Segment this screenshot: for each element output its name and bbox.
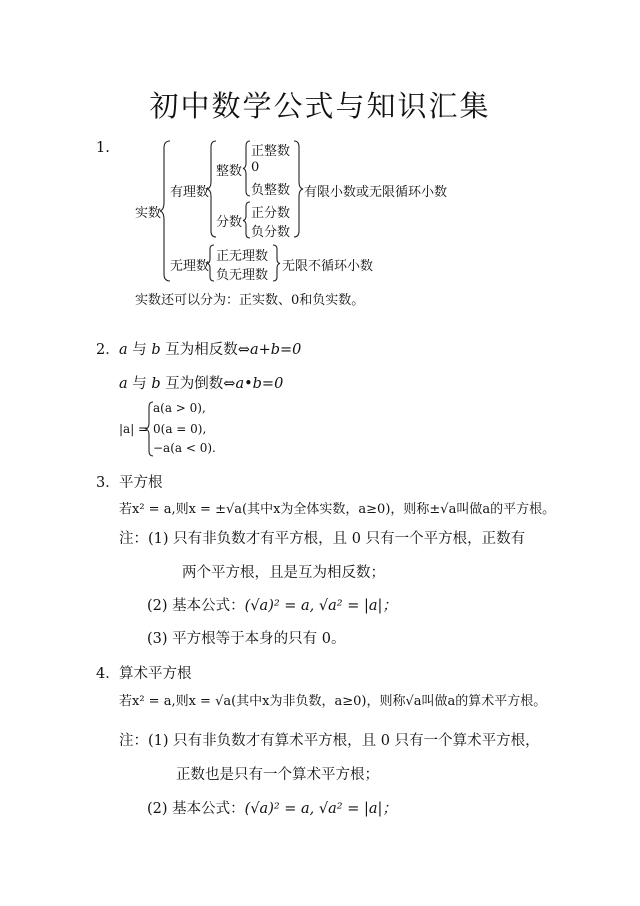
var-a: a	[119, 376, 128, 392]
section-3-number: 3．	[96, 475, 120, 491]
var-a: a	[119, 342, 128, 358]
reciprocal-expr: a•b=0	[235, 376, 284, 392]
label-rational: 有理数	[170, 185, 210, 200]
arith-sqrt-note-1: 注：(1) 只有非负数才有算术平方根，且 0 只有一个算术平方根，	[119, 733, 540, 749]
abs-case-positive: a(a > 0),	[153, 401, 206, 415]
integer-brace-icon	[243, 140, 251, 197]
real-also-note: 实数还可以分为：正实数、0和负实数。	[135, 293, 365, 308]
arith-sqrt-note-1-cont: 正数也是只有一个算术平方根；	[176, 767, 379, 783]
page-title: 初中数学公式与知识汇集	[149, 89, 491, 123]
abs-case-negative: −a(a < 0).	[153, 441, 216, 455]
sqrt-note-2: (2) 基本公式：(√a)² = a, √a² = |a|；	[147, 598, 397, 614]
label-fraction: 分数	[216, 215, 243, 230]
label-pos-irr: 正无理数	[216, 249, 269, 264]
label-irrational: 无理数	[170, 259, 210, 274]
section-2-number: 2．	[96, 342, 120, 358]
var-b: b	[151, 342, 161, 358]
var-b: b	[151, 376, 161, 392]
irrational-close-brace-icon	[272, 244, 281, 282]
sqrt-note-1-cont: 两个平方根，且是互为相反数；	[182, 565, 385, 581]
opposite-line: a 与 b 互为相反数⇔a+b=0	[119, 342, 302, 358]
sqrt-note-3: (3) 平方根等于本身的只有 0。	[147, 631, 346, 647]
abs-lhs: |a| =	[119, 422, 149, 436]
label-pos-int: 正整数	[251, 144, 291, 159]
fraction-brace-icon	[243, 201, 251, 239]
reciprocal-line: a 与 b 互为倒数⇔a•b=0	[119, 376, 284, 392]
label-finite-note: 有限小数或无限循环小数	[304, 185, 448, 200]
label-zero: 0	[251, 160, 260, 175]
label-integer: 整数	[216, 164, 243, 179]
sqrt-note-1: 注：(1) 只有非负数才有平方根，且 0 只有一个平方根，正数有	[119, 531, 526, 547]
section-4-heading: 算术平方根	[119, 666, 192, 682]
label-real: 实数	[135, 206, 162, 221]
label-inf-note: 无限不循环小数	[282, 259, 374, 274]
section-3-heading: 平方根	[119, 475, 163, 491]
arith-sqrt-note-2: (2) 基本公式：(√a)² = a, √a² = |a|；	[147, 801, 397, 817]
section-1-number: 1.	[96, 140, 110, 156]
sqrt-definition: 若x² = a,则x = ±√a(其中x为全体实数，a≥0)，则称±√a叫做a的平方根。	[119, 502, 556, 517]
label-neg-frac: 负分数	[251, 225, 291, 240]
irrational-brace-icon	[207, 244, 215, 282]
section-4-number: 4．	[96, 666, 120, 682]
label-pos-frac: 正分数	[251, 206, 291, 221]
arith-sqrt-definition: 若x² = a,则x = √a(其中x为非负数，a≥0)，则称√a叫做a的算术平方根。	[119, 694, 547, 709]
label-neg-irr: 负无理数	[216, 268, 269, 283]
opposite-expr: a+b=0	[249, 342, 302, 358]
label-neg-int: 负整数	[251, 183, 291, 198]
rational-close-brace-icon	[293, 140, 303, 238]
abs-case-zero: 0(a = 0),	[153, 422, 207, 436]
